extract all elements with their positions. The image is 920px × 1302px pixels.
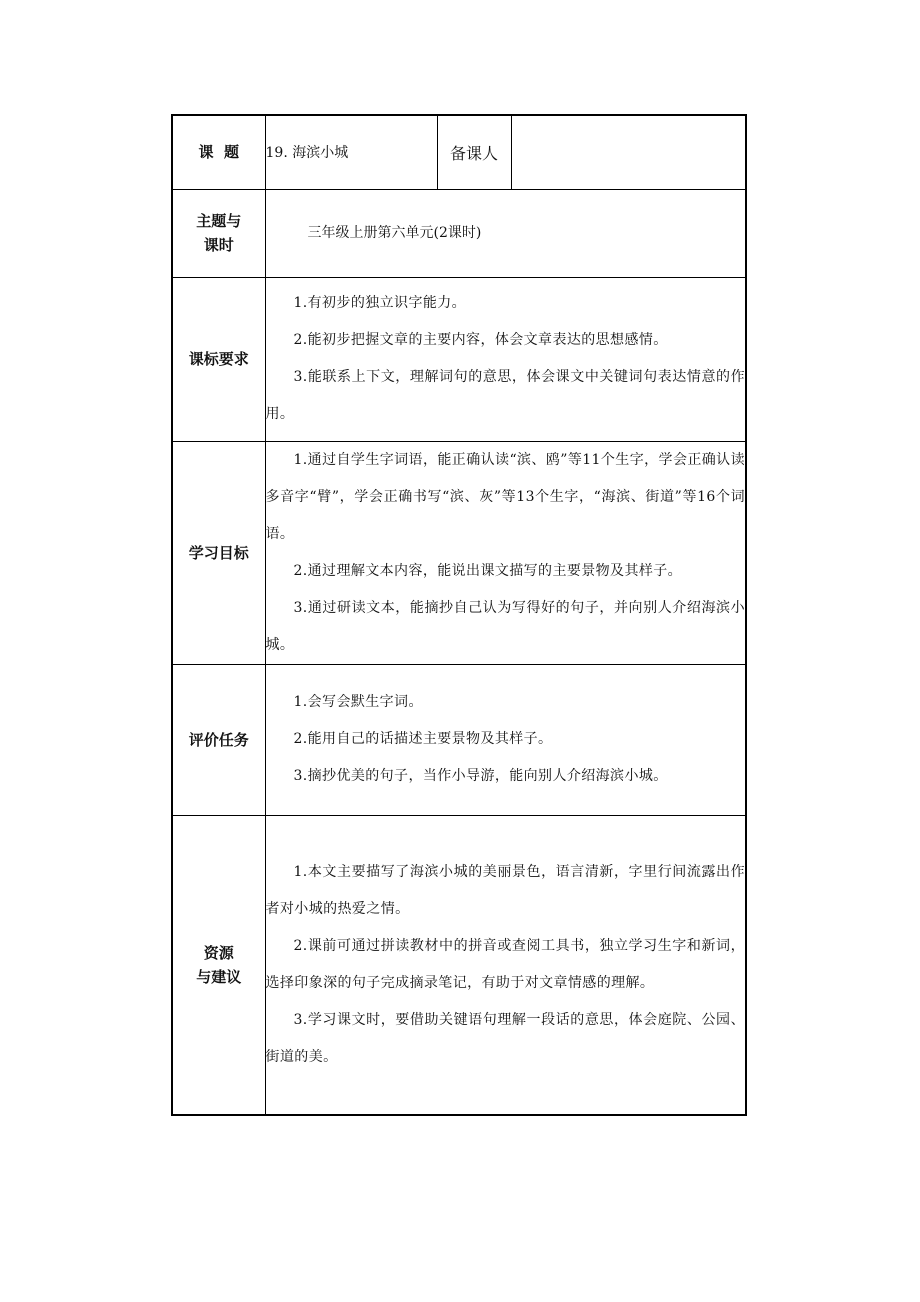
theme-label-line2: 课时 — [203, 236, 234, 254]
row-title — [172, 115, 746, 189]
standards-item: 2.能初步把握文章的主要内容，体会文章表达的思想感情。 — [293, 332, 668, 348]
standards-item: 1.有初步的独立识字能力。 — [293, 295, 467, 311]
resources-label-line2: 与建议 — [196, 967, 242, 986]
evaluation-label: 评价任务 — [172, 664, 265, 815]
lesson-plan-table — [171, 114, 747, 1116]
title-label: 课 题 — [172, 115, 265, 189]
resources-content — [265, 815, 746, 1115]
row-evaluation — [172, 664, 746, 815]
lesson-plan-document — [171, 114, 745, 1116]
goals-item: 2.通过理解文本内容，能说出课文描写的主要景物及其样子。 — [293, 562, 683, 579]
evaluation-content — [265, 664, 746, 815]
row-theme — [172, 189, 746, 277]
resources-label — [172, 815, 265, 1115]
evaluation-item: 2.能用自己的话描述主要景物及其样子。 — [293, 731, 553, 747]
row-resources — [172, 815, 746, 1115]
evaluation-item: 3.摘抄优美的句子，当作小导游，能向别人介绍海滨小城。 — [293, 768, 668, 784]
standards-content — [265, 277, 746, 441]
row-standards — [172, 277, 746, 441]
goals-item: 1.通过自学生字词语，能正确认读“滨、鸥”等11个生字，学会正确认读多音字“臂”，学会正确书写“滨、灰”等13个生字，“海滨、街道”等16个词语。 — [265, 451, 745, 542]
row-goals — [172, 441, 746, 664]
theme-value: 三年级上册第六单元(2课时) — [307, 225, 482, 241]
goals-content — [265, 441, 746, 664]
standards-item: 3.能联系上下文，理解词句的意思，体会课文中关键词句表达情意的作用。 — [265, 369, 745, 422]
resources-item: 1.本文主要描写了海滨小城的美丽景色，语言清新，字里行间流露出作者对小城的热爱之情。 — [265, 863, 745, 917]
resources-label-line1: 资源 — [203, 943, 234, 962]
theme-value-cell — [265, 189, 746, 277]
resources-item: 3.学习课文时，要借助关键语句理解一段话的意思，体会庭院、公园、街道的美。 — [265, 1011, 745, 1065]
teacher-label: 备课人 — [437, 115, 511, 189]
goals-item: 3.通过研读文本，能摘抄自己认为写得好的句子，并向别人介绍海滨小城。 — [265, 599, 745, 653]
goals-label: 学习目标 — [172, 441, 265, 664]
theme-label — [172, 189, 265, 277]
theme-label-line1: 主题与 — [196, 212, 242, 230]
resources-item: 2.课前可通过拼读教材中的拼音或查阅工具书，独立学习生字和新词，选择印象深的句子完成摘录笔记，有助于对文章情感的理解。 — [265, 937, 745, 991]
evaluation-item: 1.会写会默生字词。 — [293, 694, 423, 710]
teacher-value — [511, 115, 746, 189]
lesson-title: 19. 海滨小城 — [265, 115, 437, 189]
standards-label: 课标要求 — [172, 277, 265, 441]
